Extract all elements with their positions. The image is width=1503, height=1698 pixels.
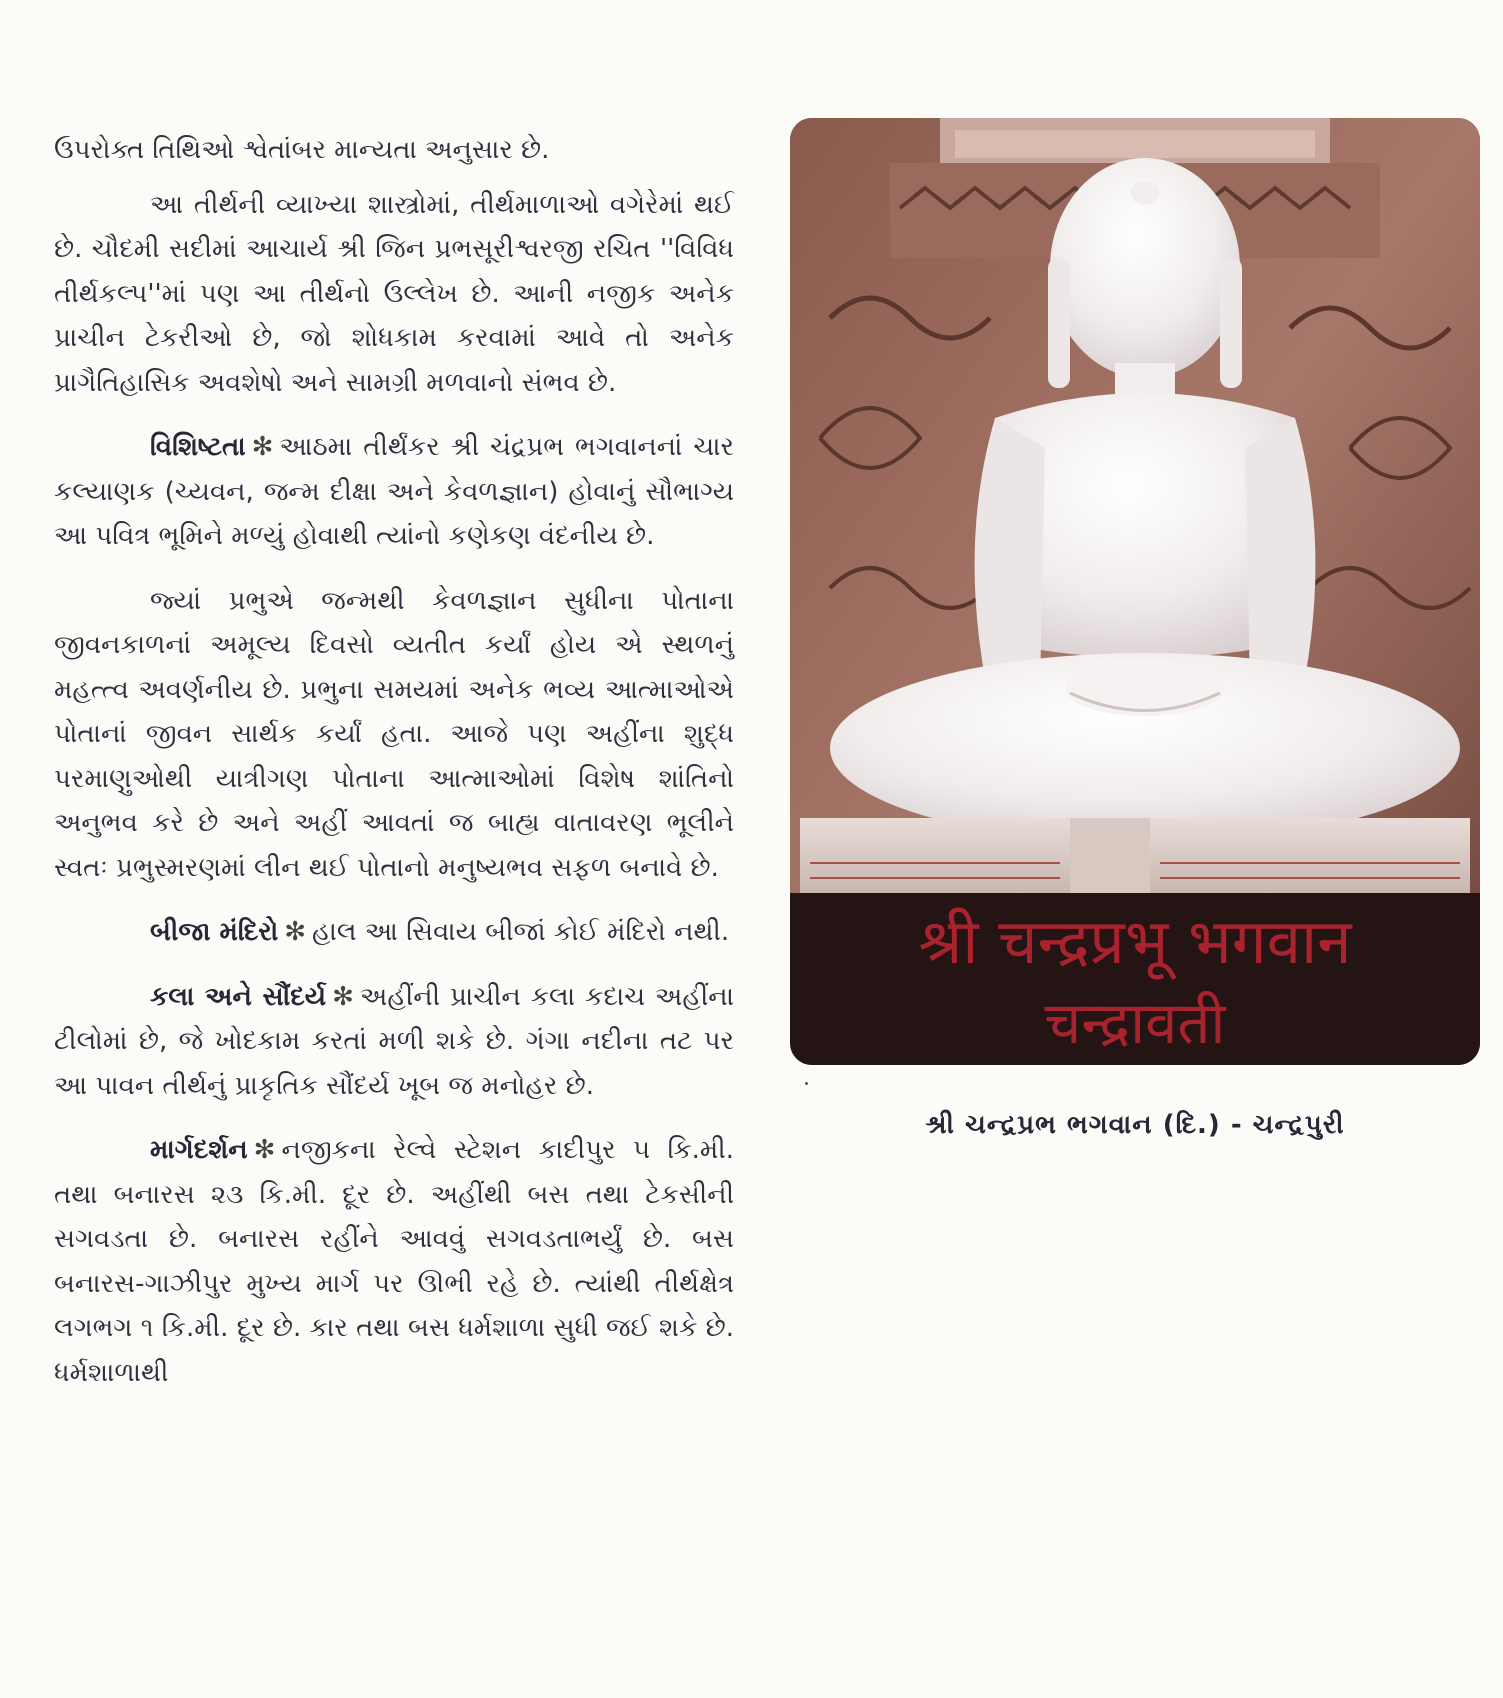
paragraph-text: આ તીર્થની વ્યાખ્યા શાસ્ત્રોમાં, તીર્થમાળાઓ વગેરેમાં થઈ છે. ચૌદમી સદીમાં આચાર્ય શ્રી જિન પ્રભસૂરીશ્વરજી રચિત ''વિવિધ તીર્થકલ્પ''માં પણ આ તીર્થનો ઉલ્લેખ છે. આની નજીક અનેક પ્રાચીન ટેકરીઓ છે, જો શોધકામ કરવામાં આવે તો અનેક પ્રાગૈતિહાસિક અવશેષો અને સામગ્રી મળવાનો સંભવ છે. — [54, 189, 734, 398]
section-text: આઠમા તીર્થંકર શ્રી ચંદ્રપ્રભ ભગવાનનાં ચાર કલ્યાણક (ચ્યવન, જન્મ દીક્ષા અને કેવળજ્ઞાન) હોવાનું સૌભાગ્ય આ પવિત્ર ભૂમિને મળ્યું હોવાથી ત્યાંનો કણેકણ વંદનીય છે. — [54, 432, 734, 551]
idol-photo — [790, 118, 1480, 1065]
star-separator-icon: ✻ — [332, 981, 354, 1012]
star-separator-icon: ✻ — [251, 432, 274, 462]
inscription-line-1: श्री चन्द्रप्रभू भगवान — [918, 905, 1352, 978]
section-text: હાલ આ સિવાય બીજાં કોઈ મંદિરો નથી. — [312, 917, 730, 947]
section-heading: વિશિષ્ટતા — [150, 432, 246, 462]
section-text: નજીકના રેલ્વે સ્ટેશન કાદીપુર ૫ કિ.મી. તથા બનારસ ૨૩ કિ.મી. દૂર છે. અહીંથી બસ તથા ટેકસીની સગવડતા છે. બનારસ રહીંને આવવું સગવડતાભર્યું છે. બસ બનારસ-ગાઝીપુર મુખ્ય માર્ગ પર ઊભી રહે છે. ત્યાંથી તીર્થક્ષેત્ર લગભગ ૧ કિ.મી. દૂર છે. કાર તથા બસ ધર્મશાળા સુધી જઈ શકે છે. ધર્મશાળાથી — [54, 1135, 734, 1388]
section-heading: માર્ગદર્શન — [150, 1135, 248, 1165]
section-text: અહીંની પ્રાચીન કલા કદાચ અહીંના ટીલોમાં છે, જે ખોદકામ કરતાં મળી શકે છે. ગંગા નદીના તટ પર આ પાવન તીર્થનું પ્રાકૃતિક સૌંદર્ય ખૂબ જ મનોહર છે. — [54, 981, 734, 1101]
star-separator-icon: ✻ — [284, 917, 307, 947]
section-art-beauty — [54, 975, 734, 1109]
section-directions — [54, 1128, 734, 1395]
idol-photo-illustration — [790, 118, 1480, 1065]
star-separator-icon: ✻ — [253, 1135, 276, 1165]
paragraph — [54, 128, 734, 173]
section-heading: બીજા મંદિરો — [150, 917, 279, 947]
paragraph-text: ઉપરોક્ત તિથિઓ શ્વેતાંબર માન્યતા અનુસાર છે. — [54, 135, 550, 165]
text-column — [54, 128, 734, 1415]
photo-caption: શ્રી ચન્દ્રપ્રભ ભગવાન (દિ.) - ચન્દ્રપુરી — [925, 1110, 1345, 1140]
paragraph — [54, 579, 734, 891]
paragraph-text: જ્યાં પ્રભુએ જન્મથી કેવળજ્ઞાન સુધીના પોતાના જીવનકાળનાં અમૂલ્ય દિવસો વ્યતીત કર્યાં હોય એ સ્થળનું મહત્ત્વ અવર્ણનીય છે. પ્રભુના સમયમાં અનેક ભવ્ય આત્માઓએ પોતાનાં જીવન સાર્થક કર્યાં હતા. આજે પણ અહીંના શુદ્ધ પરમાણુઓથી યાત્રીગણ પોતાના આત્માઓમાં વિશેષ શાંતિનો અનુભવ કરે છે અને અહીં આવતાં જ બાહ્ય વાતાવરણ ભૂલીને સ્વતઃ પ્રભુસ્મરણમાં લીન થઈ પોતાનો મનુષ્યભવ સફળ બનાવે છે. — [54, 585, 734, 883]
section-other-temples — [54, 910, 734, 955]
section-visheshta — [54, 425, 734, 559]
inscription-line-2: चन्द्रावती — [1044, 989, 1226, 1057]
paragraph — [54, 183, 734, 406]
print-speck — [805, 1082, 808, 1085]
section-heading: કલા અને સૌંદર્ય — [150, 981, 327, 1012]
